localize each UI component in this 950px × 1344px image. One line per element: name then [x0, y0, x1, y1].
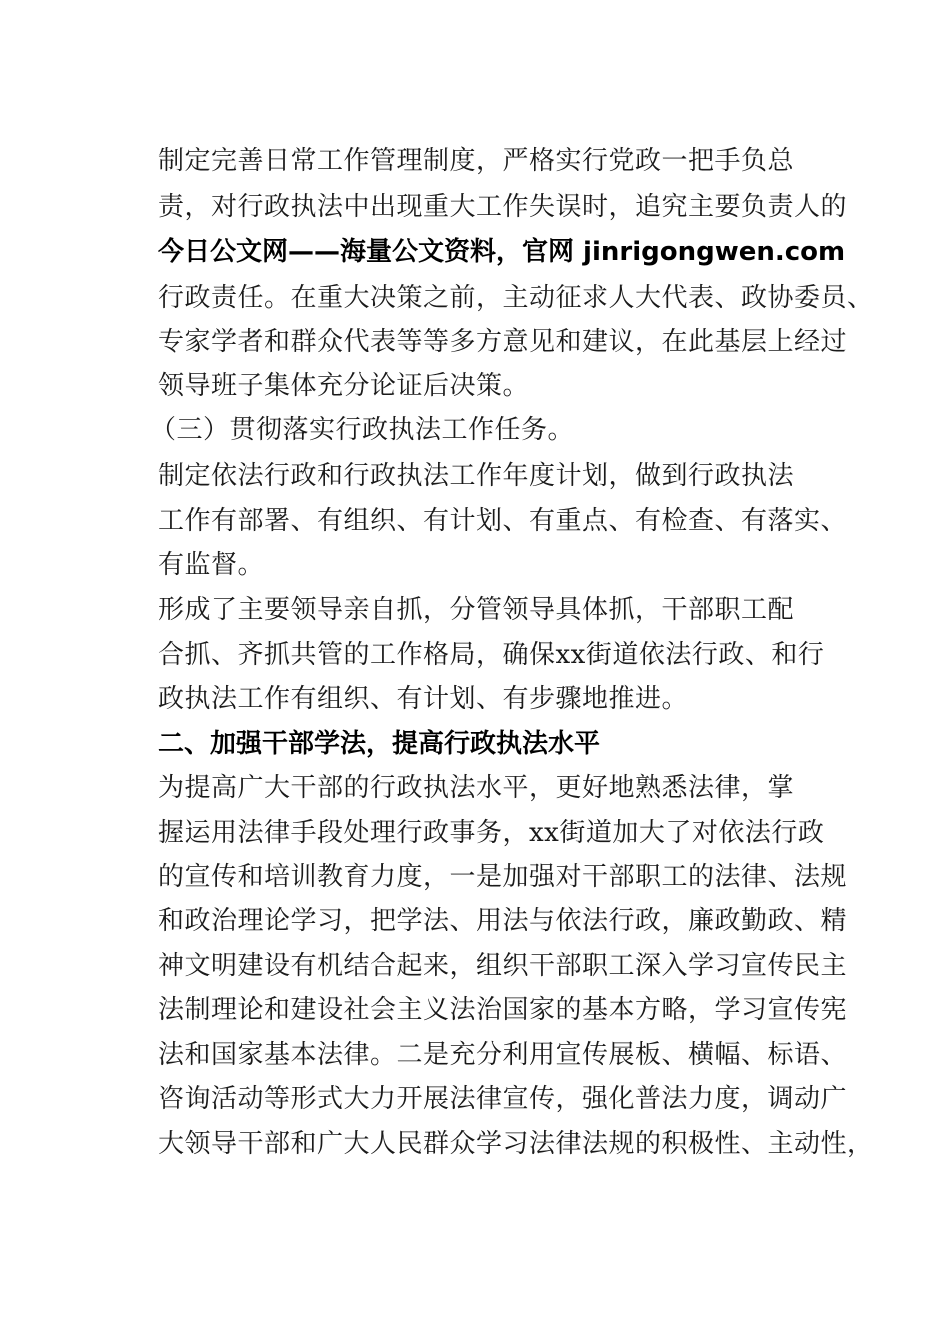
body-text-line: 合抓、齐抓共管的工作格局，确保xx街道依法行政、和行 [158, 640, 825, 670]
body-text-line: 的宣传和培训教育力度，一是加强对干部职工的法律、法规 [158, 862, 848, 892]
section-subheading: （三）贯彻落实行政执法工作任务。 [150, 415, 575, 445]
body-text-line: 政执法工作有组织、有计划、有步骤地推进。 [158, 684, 689, 714]
body-text-line: 专家学者和群众代表等等多方意见和建议，在此基层上经过 [158, 327, 848, 357]
body-text-line: 制定依法行政和行政执法工作年度计划，做到行政执法 [158, 461, 795, 491]
body-text-line: 法制理论和建设社会主义法治国家的基本方略，学习宣传宪 [158, 995, 848, 1025]
body-text-line: 工作有部署、有组织、有计划、有重点、有检查、有落实、 [158, 506, 848, 536]
watermark-banner: 今日公文网——海量公文资料，官网 jinrigongwen.com [158, 237, 846, 267]
body-text-line: 大领导干部和广大人民群众学习法律法规的积极性、主动性， [158, 1129, 874, 1159]
body-text-line: 神文明建设有机结合起来，组织干部职工深入学习宣传民主 [158, 951, 848, 981]
body-text-line: 握运用法律手段处理行政事务，xx街道加大了对依法行政 [158, 818, 825, 848]
body-text-line: 咨询活动等形式大力开展法律宣传，强化普法力度，调动广 [158, 1084, 848, 1114]
section-heading: 二、加强干部学法，提高行政执法水平 [158, 729, 601, 759]
body-text-line: 行政责任。在重大决策之前，主动征求人大代表、政协委员、 [158, 283, 874, 313]
body-text-line: 有监督。 [158, 550, 265, 580]
body-text-line: 领导班子集体充分论证后决策。 [158, 371, 530, 401]
body-text-line: 为提高广大干部的行政执法水平，更好地熟悉法律，掌 [158, 773, 795, 803]
body-text-line: 法和国家基本法律。二是充分利用宣传展板、横幅、标语、 [158, 1040, 848, 1070]
body-text-line: 责，对行政执法中出现重大工作失误时，追究主要负责人的 [158, 192, 848, 222]
body-text-line: 形成了主要领导亲自抓，分管领导具体抓，干部职工配 [158, 595, 795, 625]
body-text-line: 制定完善日常工作管理制度，严格实行党政一把手负总 [158, 146, 795, 176]
body-text-line: 和政治理论学习，把学法、用法与依法行政，廉政勤政、精 [158, 906, 848, 936]
